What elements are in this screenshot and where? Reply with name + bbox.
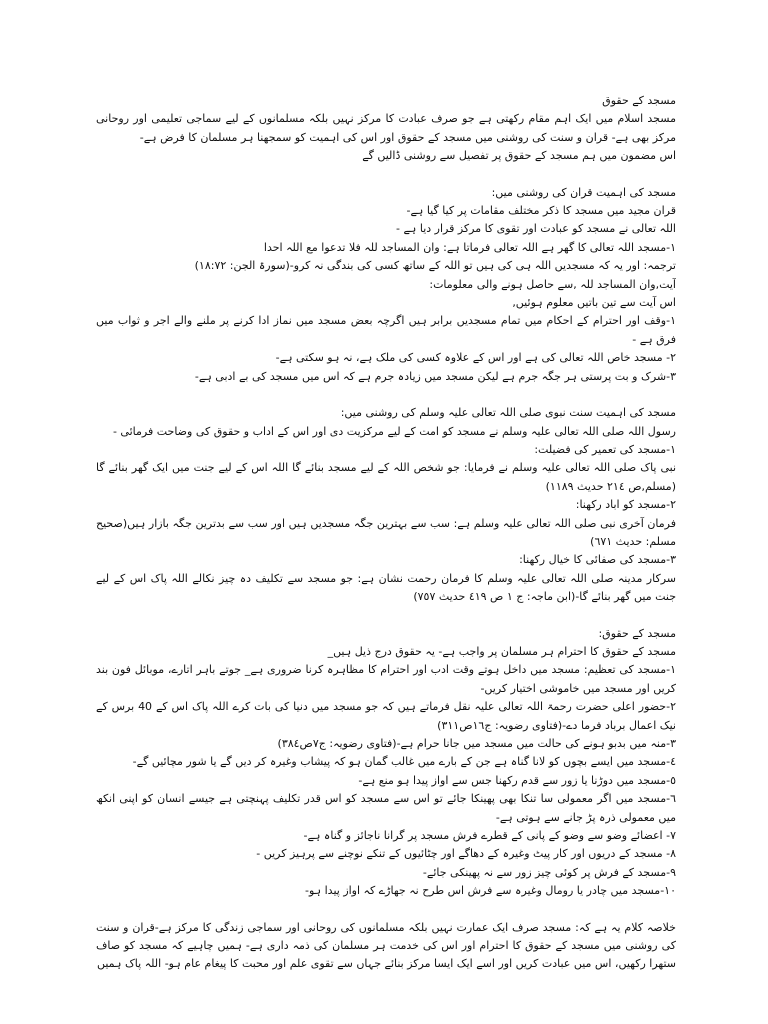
sunnah-paragraph: سرکار مدینہ صلی اللہ تعالی علیہ وسلم کا فرمان رحمت نشان ہے: جو مسجد سے تکلیف دہ چیز نکالے اللہ پاک اس کے لیے جنت میں گھر بنائے گا-(ابن ماجہ: ج ۱ ص ٤۱۹ حدیث ۷٥۷) bbox=[96, 571, 676, 604]
intro-paragraph: مسجد اسلام میں ایک اہم مقام رکھتی ہے جو صرف عبادت کا مرکز نہیں بلکہ مسلمانوں کے لیے سماجی تعلیمی اور روحانی مرکز بھی ہے- قران و سنت کی روشنی میں مسجد کے حقوق اور اس کی اہمیت کو سمجھنا ہر مسلمان کا فرض ہے- bbox=[96, 112, 676, 144]
rights-line: مسجد کے حقوق کا احترام ہر مسلمان پر واجب ہے- یہ حقوق درج ذیل ہیں_ bbox=[327, 644, 676, 658]
rights-line: ٥-مسجد میں دوڑنا یا زور سے قدم رکھنا جس سے اواز پیدا ہو منع ہے- bbox=[358, 773, 676, 787]
quran-line: ۱-مسجد اللہ تعالی کا گھر ہے اللہ تعالی فرماتا ہے: وان المساجد للہ فلا تدعوا مع اللہ احدا bbox=[263, 240, 676, 254]
rights-line: ۷- اعضائے وضو سے وضو کے پانی کے قطرے فرش مسجد پر گرانا ناجائز و گناہ ہے- bbox=[303, 829, 676, 843]
rights-line: ۹-مسجد کے فرش پر کوئی چیز زور سے نہ پھینکی جائے- bbox=[422, 865, 676, 879]
sunnah-line: ۲-مسجد کو اباد رکھنا: bbox=[575, 498, 676, 512]
section-spacer bbox=[96, 607, 676, 625]
quran-line: آیت,وان المساجد للہ ,سے حاصل ہونے والی معلومات: bbox=[429, 277, 676, 291]
sunnah-line: ۱-مسجد کی تعمیر کی فضیلت: bbox=[534, 442, 676, 456]
section-spacer bbox=[96, 901, 676, 919]
section-spacer bbox=[96, 386, 676, 404]
quran-line: اس آیت سے تین باتیں معلوم ہوئیں, bbox=[512, 296, 676, 310]
quran-line: اللہ تعالی نے مسجد کو عبادت اور تقوی کا مرکز قرار دیا ہے - bbox=[395, 222, 676, 236]
rights-line: ۳-منہ میں بدبو ہونے کی حالت میں مسجد میں جانا حرام ہے-(فتاوی رضویہ: ج۷ص۳۸٤) bbox=[277, 737, 676, 750]
quran-paragraph: ۱-وقف اور احترام کے احکام میں تمام مسجدیں برابر ہیں اگرچہ بعض مسجد میں نماز ادا کرنے پر ملنے والے اجر و ثواب میں فرق ہے - bbox=[96, 314, 676, 346]
section-spacer bbox=[96, 166, 676, 184]
quran-line: ۲- مسجد خاص اللہ تعالی کی ہے اور اس کے علاوہ کسی کی ملک ہے، نہ ہو سکتی ہے- bbox=[275, 351, 676, 365]
intro-line: اس مضمون میں ہم مسجد کے حقوق پر تفصیل سے روشنی ڈالیں گے bbox=[362, 149, 676, 163]
quran-line: ۳-شرک و بت پرستی ہر جگہ جرم ہے لیکن مسجد میں زیادہ جرم ہے کہ اس میں مسجد کی بے ادبی ہے- bbox=[194, 369, 676, 383]
sunnah-line: ۳-مسجد کی صفائی کا خیال رکھنا: bbox=[519, 553, 676, 567]
conclusion-paragraph: خلاصہ کلام یہ ہے کہ: مسجد صرف ایک عمارت نہیں بلکہ مسلمانوں کی روحانی اور سماجی زندگی کا مرکز ہے-قران و سنت کی روشنی میں مسجد کے حقوق کا احترام اور اس کی خدمت ہر مسلمان کی ذمہ داری ہے- ہمیں چاہیے کہ مسجد کو صاف ستھرا رکھیں، اس میں عبادت کریں اور اسے ایک ایسا مرکز بنائے جہاں سے تقوی علم اور محبت کا پیغام عام ہو- اللہ پاک ہمیں bbox=[96, 920, 676, 971]
document-page bbox=[96, 92, 676, 974]
rights-line: ۱۰-مسجد میں چادر یا رومال وغیرہ سے فرش اس طرح نہ جھاڑے کہ اواز پیدا ہو- bbox=[305, 884, 676, 898]
rights-line: ۸- مسجد کے دریوں اور کار پیٹ وغیرہ کے دھاگے اور چٹائیوں کے تنکے نوچنے سے پرہیز کریں - bbox=[256, 847, 676, 861]
rights-paragraph: ۱-مسجد کی تعظیم: مسجد میں داخل ہوتے وقت ادب اور احترام کا مظاہرہ کرنا ضروری ہے_ جوتے باہر اتارے، موبائل فون بند کریں اور مسجد میں خاموشی اختیار کریں- bbox=[96, 663, 676, 695]
sunnah-paragraph: نبی پاک صلی اللہ تعالی علیہ وسلم نے فرمایا: جو شخص اللہ کے لیے مسجد بنائے گا اللہ اس کے لیے جنت میں ایک گھر بنائے گا (مسلم,ص ۲۱٤ حدیث ۱۱۸۹) bbox=[96, 461, 676, 493]
quran-line: ترجمہ: اور یہ کہ مسجدیں اللہ ہی کی ہیں تو اللہ کے ساتھ کسی کی بندگی نہ کرو-(سورۃ الجن: ۱۸:۷۲) bbox=[194, 259, 676, 273]
section-heading-rights: مسجد کے حقوق: bbox=[598, 626, 676, 640]
rights-paragraph: ۲-حضور اعلی حضرت رحمۃ اللہ تعالی علیہ نقل فرماتے ہیں کہ جو مسجد میں دنیا کی بات کرے اللہ پاک اس کے 40 برس کے نیک اعمال برباد فرما دے-(فتاوی رضویہ: ج۱٦ص۳۱۱) bbox=[96, 700, 676, 732]
quran-line: قران مجید میں مسجد کا ذکر مختلف مقامات پر کیا گیا ہے- bbox=[406, 204, 676, 218]
rights-paragraph: ٦-مسجد میں اگر معمولی سا تنکا بھی پھینکا جائے تو اس سے مسجد کو اس قدر تکلیف پہنچتی ہے جیسے انسان کو اپنی انکھ میں معمولی ذرہ پڑ جانے سے ہوتی ہے- bbox=[96, 792, 676, 824]
sunnah-paragraph: فرمان آخری نبی صلی اللہ تعالی علیہ وسلم ہے: سب سے بہترین جگہ مسجدیں ہیں اور سب سے بدترین جگہ بازار ہیں(صحیح مسلم: حدیث ٦٧١) bbox=[96, 516, 676, 548]
section-heading-sunnah: مسجد کی اہمیت سنت نبوی صلی اللہ تعالی علیہ وسلم کی روشنی میں: bbox=[340, 406, 676, 420]
rights-line: ٤-مسجد میں ایسے بچوں کو لانا گناہ ہے جن کے بارے میں غالب گمان ہو کہ پیشاب وغیرہ کر دیں گے یا شور مچائیں گے- bbox=[132, 755, 676, 769]
document-title: مسجد کے حقوق bbox=[602, 94, 676, 107]
sunnah-line: رسول اللہ صلی اللہ تعالی علیہ وسلم نے مسجد کو امت کے لیے مرکزیت دی اور اس کے اداب و حقوق کی وضاحت فرمائی - bbox=[112, 424, 676, 438]
section-heading-quran: مسجد کی اہمیت قران کی روشنی میں: bbox=[491, 185, 676, 199]
